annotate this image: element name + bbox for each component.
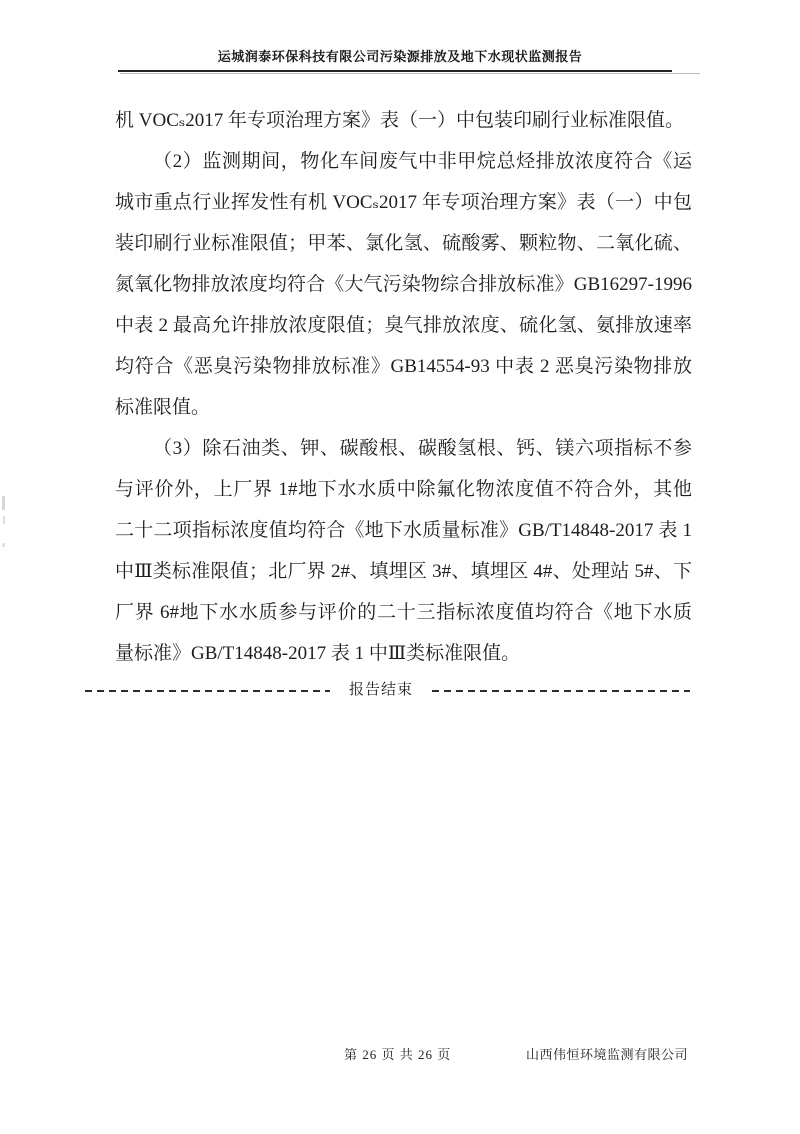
scan-artifact [2, 543, 5, 547]
page-number: 第 26 页 共 26 页 [344, 1047, 452, 1062]
scan-artifact [2, 496, 5, 510]
scan-artifact [3, 516, 5, 524]
company-name: 山西伟恒环境监测有限公司 [526, 1047, 689, 1062]
header-rule [118, 70, 672, 72]
page-header-title: 运城润泰环保科技有限公司污染源排放及地下水现状监测报告 [217, 49, 583, 64]
divider-dashes-right [432, 690, 690, 692]
divider-dashes-left [85, 690, 330, 692]
body-line: 均符合《恶臭污染物排放标准》GB14554-93 中表 2 恶臭污染物排放 [115, 356, 692, 377]
body-line: 标准限值。 [115, 397, 211, 418]
body-line: 中Ⅲ类标准限值；北厂界 2#、填埋区 3#、填埋区 4#、处理站 5#、下 [115, 561, 692, 582]
body-line: 与评价外，上厂界 1#地下水水质中除氟化物浓度值不符合外，其他 [115, 479, 692, 500]
body-line: 装印刷行业标准限值；甲苯、氯化氢、硫酸雾、颗粒物、二氧化硫、 [115, 233, 692, 254]
report-end-label: 报告结束 [348, 682, 413, 698]
header-rule-shadow [120, 73, 700, 74]
body-line: 厂界 6#地下水水质参与评价的二十三指标浓度值均符合《地下水质 [115, 602, 692, 623]
body-line: （3）除石油类、钾、碳酸根、碳酸氢根、钙、镁六项指标不参 [153, 438, 692, 459]
body-line: 二十二项指标浓度值均符合《地下水质量标准》GB/T14848-2017 表 1 [115, 520, 692, 541]
body-line: 量标准》GB/T14848-2017 表 1 中Ⅲ类标准限值。 [115, 643, 521, 664]
body-line: （2）监测期间，物化车间废气中非甲烷总烃排放浓度符合《运 [153, 151, 692, 172]
body-line: 中表 2 最高允许排放浓度限值；臭气排放浓度、硫化氢、氨排放速率 [115, 315, 692, 336]
body-line: 城市重点行业挥发性有机 VOCₛ2017 年专项治理方案》表（一）中包 [115, 192, 692, 213]
report-body [115, 100, 692, 674]
body-line: 机 VOCₛ2017 年专项治理方案》表（一）中包装印刷行业标准限值。 [115, 110, 685, 131]
body-line: 氮氧化物排放浓度均符合《大气污染物综合排放标准》GB16297-1996 [115, 274, 692, 295]
report-end-divider [85, 679, 690, 701]
